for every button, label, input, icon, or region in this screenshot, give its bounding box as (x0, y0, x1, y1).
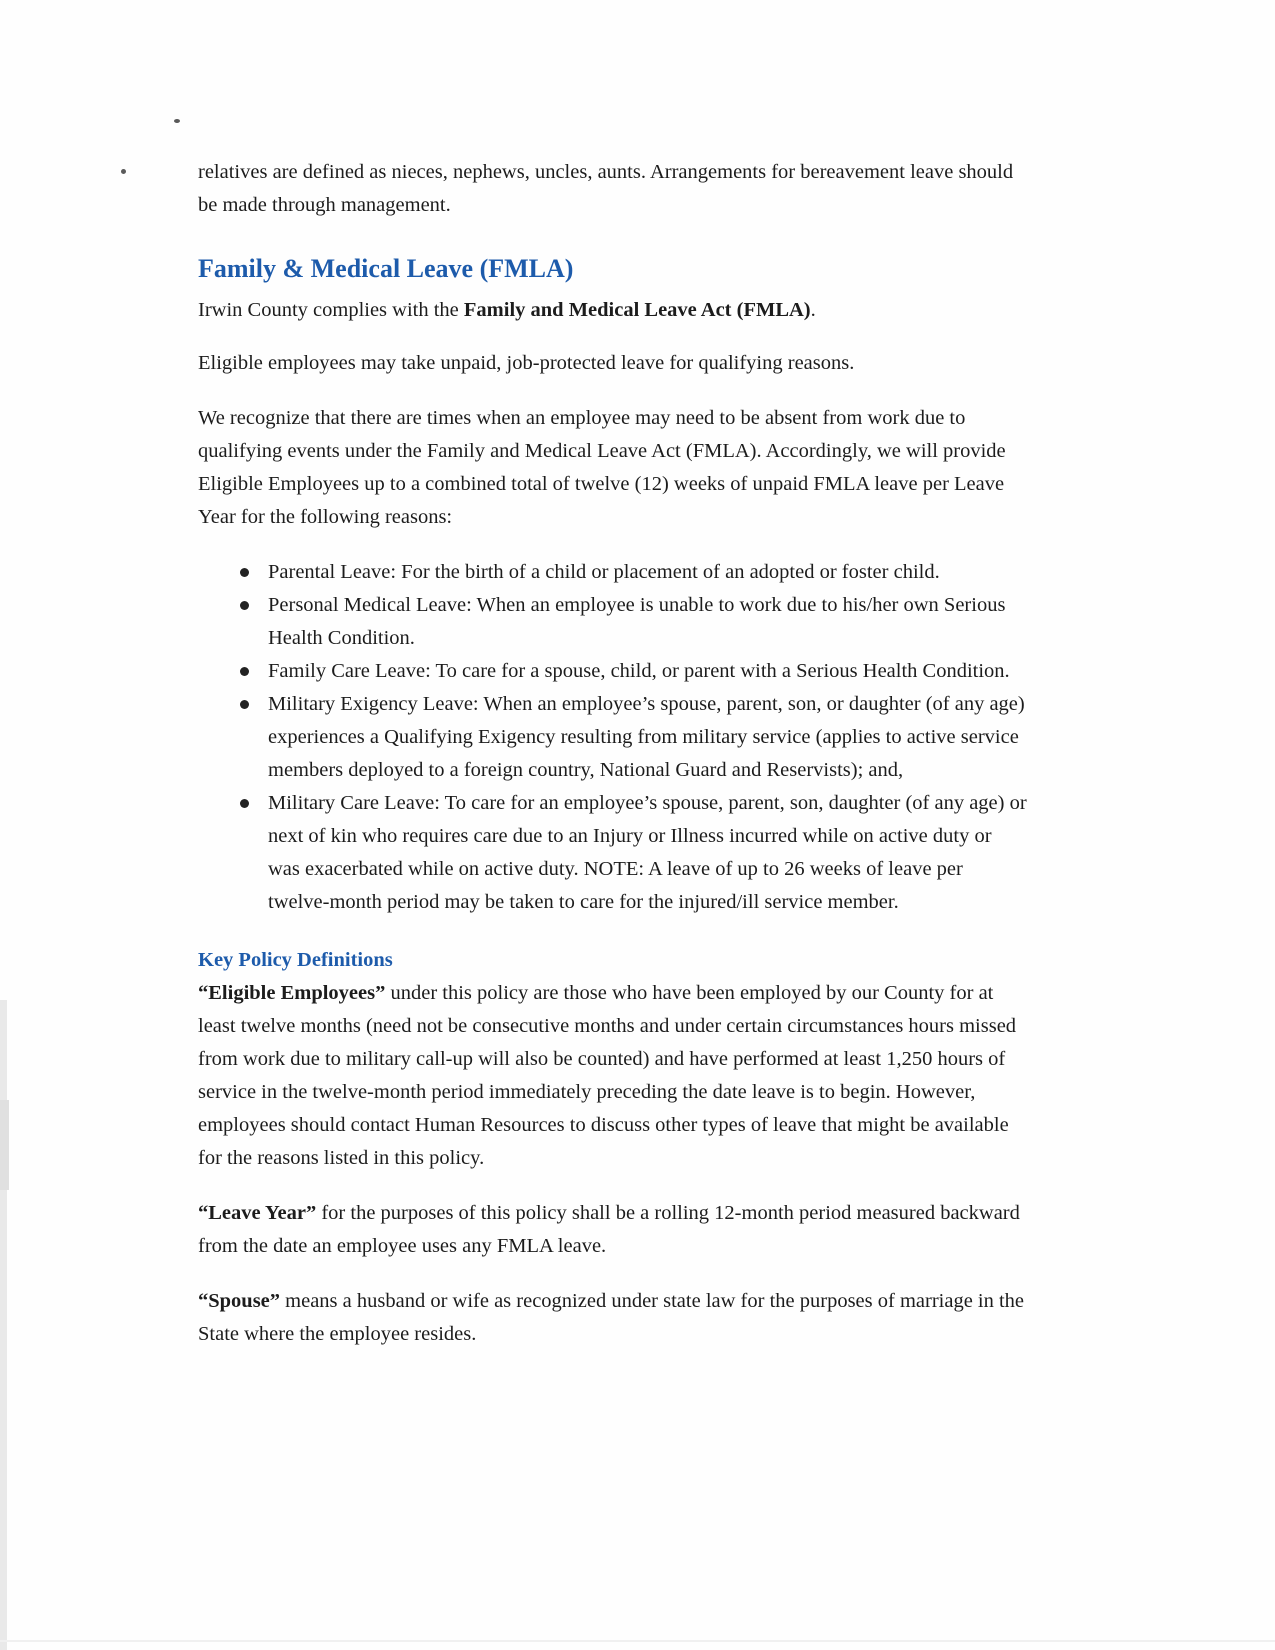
compliance-act-name: Family and Medical Leave Act (FMLA) (463, 299, 811, 321)
list-item-military-care-leave: Military Care Leave: To care for an employee’s spouse, parent, son, daughter (of any age) or next of kin who requires care due to an Injury or Illness incurred while on active duty or was exacerbated while on active duty. NOTE: A leave of up to 26 weeks of leave per twelve-month period may be taken to care for the injured/ill service member. (240, 787, 1028, 919)
definition-term: “Spouse” (198, 1290, 281, 1312)
scan-edge-line (0, 1640, 1275, 1642)
document-content (198, 156, 1028, 1373)
definition-body: for the purposes of this policy shall be a rolling 12-month period measured backward from the date an employee uses any FMLA leave. (198, 1202, 1020, 1257)
definition-term: “Eligible Employees” (198, 982, 386, 1004)
eligibility-paragraph: Eligible employees may take unpaid, job-protected leave for qualifying reasons. (198, 352, 855, 374)
definition-body: under this policy are those who have been employed by our County for at least twelve months (need not be consecutive months and under certain circumstances hours missed from work due to military call-up will also be counted) and have performed at least 1,250 hours of service in the twelve-month period immediately preceding the date leave is to begin. However, employees should contact Human Resources to discuss other types of leave that might be available for the reasons listed in this policy. (198, 982, 1017, 1169)
compliance-paragraph (198, 294, 1028, 327)
scan-speck (121, 169, 126, 174)
scan-edge-streak (0, 1100, 9, 1190)
compliance-suffix: . (810, 299, 816, 321)
list-item-military-exigency-leave: Military Exigency Leave: When an employee’s spouse, parent, son, or daughter (of any age) experiences a Qualifying Exigency resulting from military service (applies to active service members deployed to a foreign country, National Guard and Reservists); and, (240, 688, 1028, 787)
leave-reasons-list (198, 556, 1028, 919)
fmla-section-heading: Family & Medical Leave (FMLA) (198, 254, 574, 283)
definition-body: means a husband or wife as recognized under state law for the purposes of marriage in the State where the employee resides. (198, 1290, 1025, 1345)
compliance-prefix: Irwin County complies with the (198, 299, 464, 321)
list-item-family-care-leave: Family Care Leave: To care for a spouse, child, or parent with a Serious Health Condition. (240, 655, 1028, 688)
definition-spouse (198, 1285, 1028, 1351)
list-item-parental-leave: Parental Leave: For the birth of a child or placement of an adopted or foster child. (240, 556, 1028, 589)
definition-leave-year (198, 1197, 1028, 1263)
scan-edge-streak (0, 1000, 7, 1650)
intro-paragraph: relatives are defined as nieces, nephews, uncles, aunts. Arrangements for bereavement leave should be made through management. (198, 161, 1014, 216)
definition-term: “Leave Year” (198, 1202, 317, 1224)
list-item-personal-medical-leave: Personal Medical Leave: When an employee is unable to work due to his/her own Serious Health Condition. (240, 589, 1028, 655)
recognition-paragraph: We recognize that there are times when an employee may need to be absent from work due to qualifying events under the Family and Medical Leave Act (FMLA). Accordingly, we will provide Eligible Employees up to a combined total of twelve (12) weeks of unpaid FMLA leave per Leave Year for the following reasons: (198, 407, 1006, 528)
scan-speck (174, 119, 180, 123)
definition-eligible-employees (198, 977, 1028, 1175)
definitions-section-heading: Key Policy Definitions (198, 949, 393, 971)
